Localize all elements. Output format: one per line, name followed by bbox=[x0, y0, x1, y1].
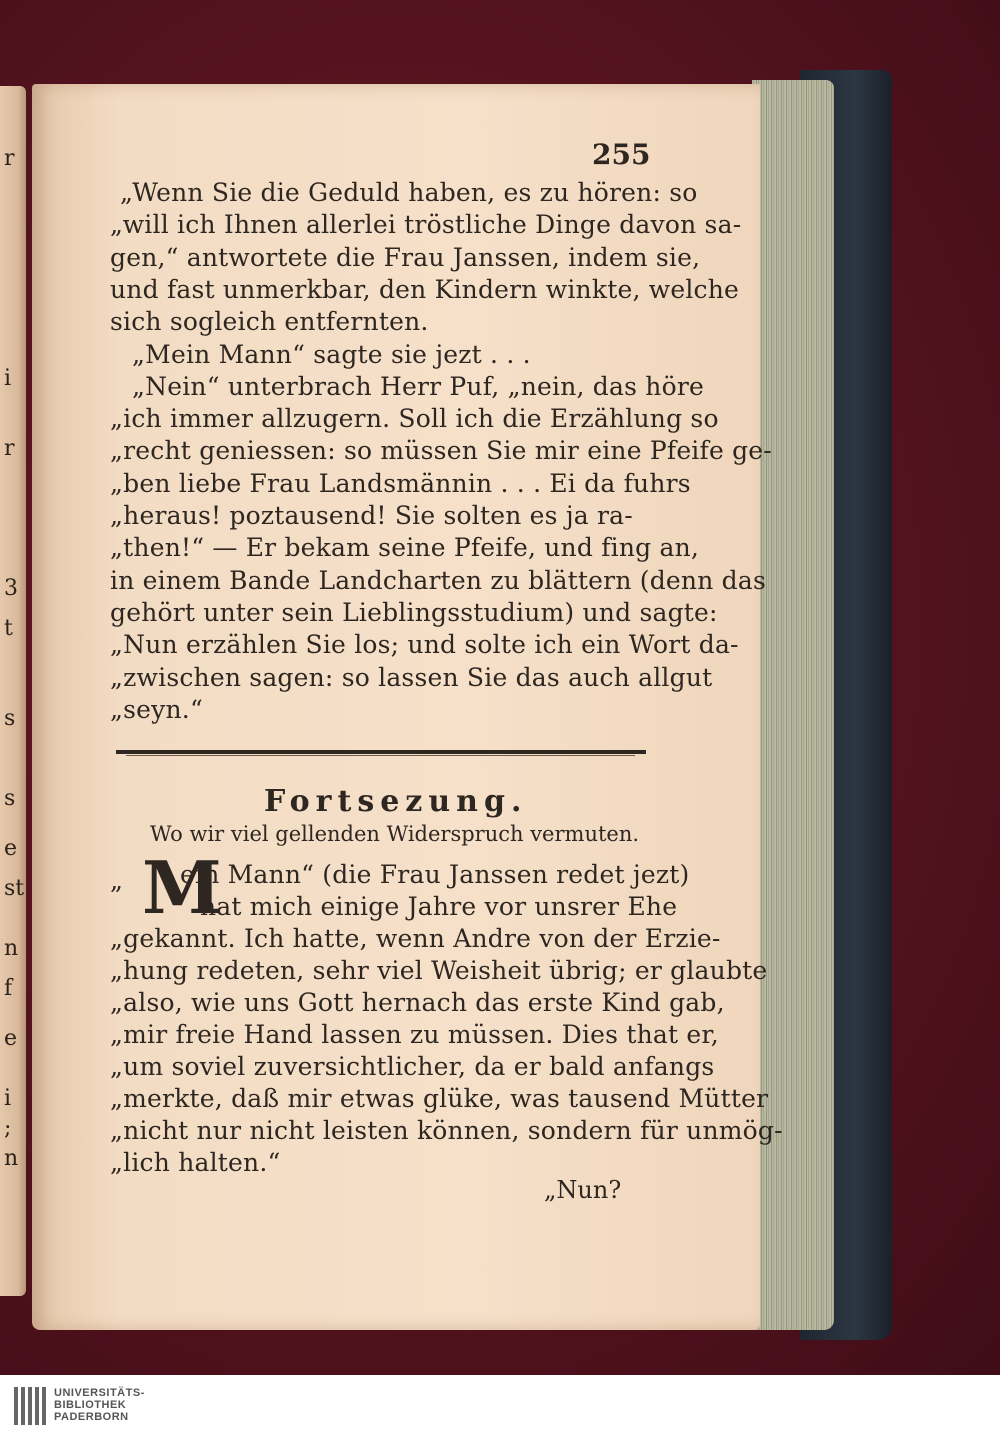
text-line: „merkte, daß mir etwas glüke, was tausend Mütter bbox=[110, 1084, 769, 1113]
library-name bbox=[54, 1387, 145, 1423]
text-line: „hung redeten, sehr viel Weisheit übrig; er glaubte bbox=[110, 956, 768, 985]
text-line: „Mein Mann“ sagte sie jezt . . . bbox=[132, 339, 531, 369]
text-line: „Nein“ unterbrach Herr Puf, „nein, das höre bbox=[132, 371, 704, 401]
text-line: „ben liebe Frau Landsmännin . . . Ei da fuhrs bbox=[110, 468, 691, 498]
text-line: „um soviel zuversichtlicher, da er bald anfangs bbox=[110, 1052, 715, 1081]
drop-cap-prefix: „ bbox=[110, 866, 124, 895]
text-line: „Nun erzählen Sie los; und solte ich ein Wort da- bbox=[110, 630, 739, 660]
previous-page-fragment: i bbox=[4, 1086, 12, 1111]
previous-page-fragments bbox=[2, 86, 25, 1296]
catchword: „Nun? bbox=[544, 1176, 622, 1204]
previous-page-fragment: n bbox=[4, 1146, 19, 1171]
previous-page-fragment: e bbox=[4, 836, 18, 861]
text-line: „recht geniessen: so müssen Sie mir eine Pfeife ge- bbox=[110, 436, 772, 466]
text-line: hat mich einige Jahre vor unsrer Ehe bbox=[200, 892, 678, 921]
text-line: „mir freie Hand lassen zu müssen. Dies that er, bbox=[110, 1020, 719, 1049]
previous-page-fragment: f bbox=[4, 976, 13, 1001]
previous-page-edge bbox=[0, 86, 26, 1296]
library-name-line: BIBLIOTHEK bbox=[54, 1399, 127, 1411]
text-line: „zwischen sagen: so lassen Sie das auch allgut bbox=[110, 662, 713, 692]
previous-page-fragment: ; bbox=[4, 1116, 12, 1141]
drop-cap: M bbox=[142, 845, 222, 930]
text-line: gen,“ antwortete die Frau Janssen, indem sie, bbox=[110, 242, 701, 272]
page-number: 255 bbox=[592, 138, 651, 171]
book-page bbox=[32, 84, 783, 1330]
section-subtitle: Wo wir viel gellenden Widerspruch vermuten. bbox=[150, 822, 640, 846]
text-line: „seyn.“ bbox=[110, 694, 203, 724]
library-name-line: PADERBORN bbox=[54, 1411, 129, 1423]
previous-page-fragment: r bbox=[4, 146, 15, 171]
section-divider bbox=[116, 748, 646, 758]
library-name-line: UNIVERSITÄTS- bbox=[54, 1387, 145, 1399]
previous-page-fragment: i bbox=[4, 366, 12, 391]
previous-page-fragment: r bbox=[4, 436, 15, 461]
text-line: in einem Bande Landcharten zu blättern (denn das bbox=[110, 565, 767, 595]
previous-page-fragment: st bbox=[4, 876, 25, 901]
previous-page-fragment: n bbox=[4, 936, 19, 961]
previous-page-fragment: s bbox=[4, 786, 16, 811]
text-line: „lich halten.“ bbox=[110, 1148, 281, 1177]
previous-page-fragment: t bbox=[4, 616, 13, 641]
text-line: gehört unter sein Lieblingsstudium) und sagte: bbox=[110, 597, 718, 627]
previous-page-fragment: 3 bbox=[4, 576, 18, 601]
text-line: „heraus! poztausend! Sie solten es ja ra- bbox=[110, 501, 633, 530]
previous-page-fragment: e bbox=[4, 1026, 18, 1051]
text-line: „Wenn Sie die Geduld haben, es zu hören: so bbox=[120, 178, 698, 207]
footer bbox=[0, 1375, 1000, 1438]
text-line: „ich immer allzugern. Soll ich die Erzählung so bbox=[110, 404, 719, 434]
text-line: „gekannt. Ich hatte, wenn Andre von der Erzie- bbox=[110, 924, 721, 953]
previous-page-fragment: s bbox=[4, 706, 16, 731]
text-line: sich sogleich entfernten. bbox=[110, 307, 429, 337]
library-logo-icon bbox=[12, 1385, 48, 1427]
text-line: ein Mann“ (die Frau Janssen redet jezt) bbox=[180, 860, 690, 889]
text-line: „then!“ — Er bekam seine Pfeife, und fing an, bbox=[110, 533, 700, 563]
text-line: „will ich Ihnen allerlei tröstliche Dinge davon sa- bbox=[110, 210, 742, 240]
text-line: und fast unmerkbar, den Kindern winkte, welche bbox=[110, 274, 740, 304]
text-line: „also, wie uns Gott hernach das erste Kind gab, bbox=[110, 988, 725, 1017]
section-title: Fortsezung. bbox=[264, 784, 528, 819]
text-line: „nicht nur nicht leisten können, sondern für unmög- bbox=[110, 1116, 783, 1145]
